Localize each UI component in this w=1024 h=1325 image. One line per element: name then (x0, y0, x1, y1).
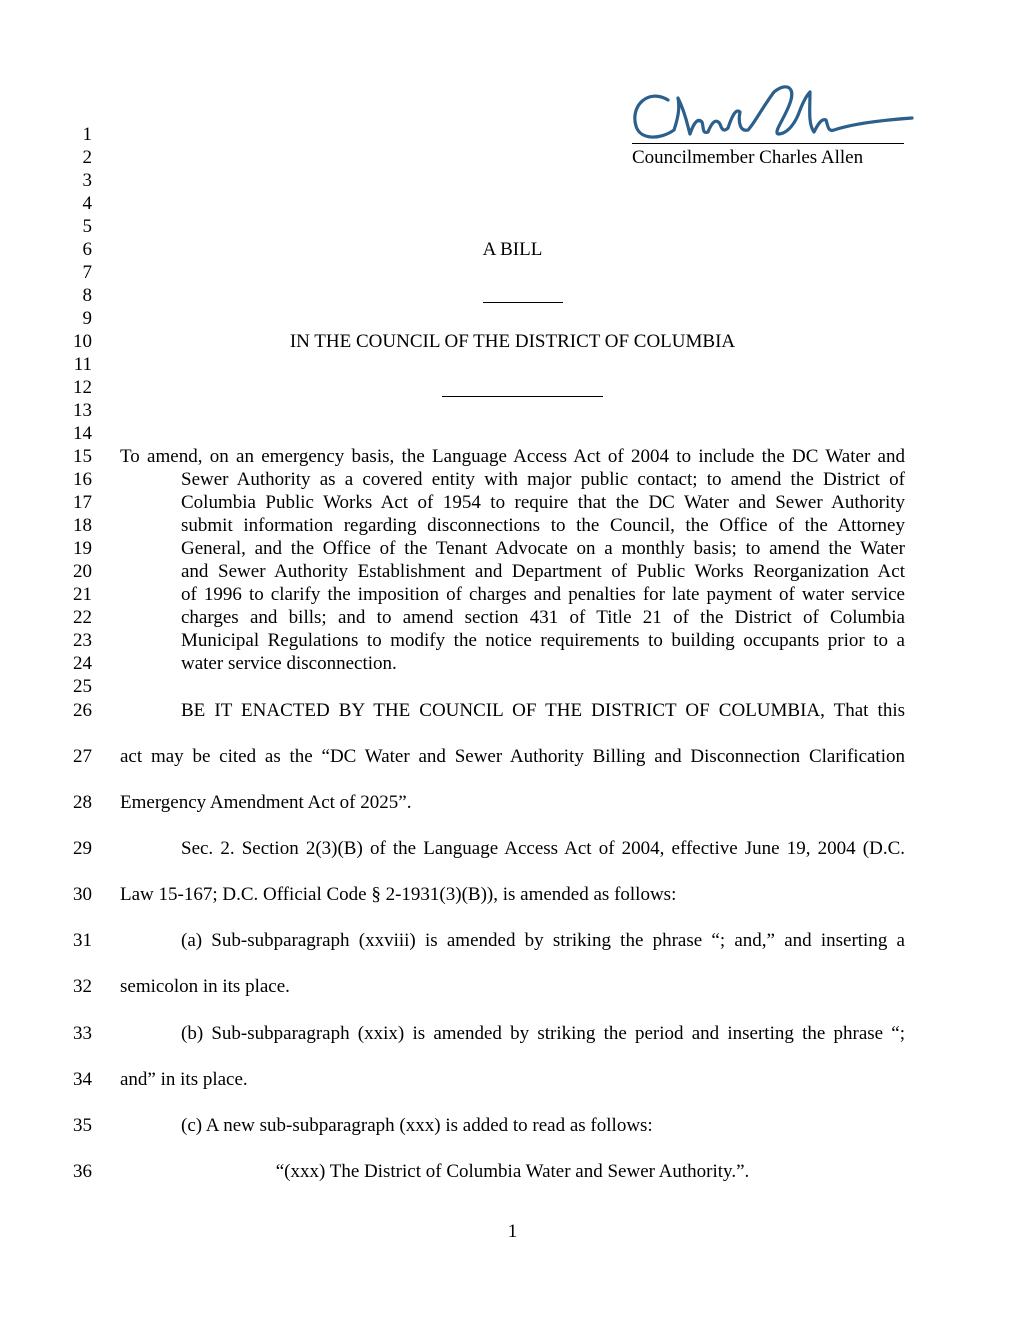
title-line: submit information regarding disconnections to the Council, the Office of the Attorney (181, 515, 905, 536)
title-line: water service disconnection. (181, 653, 397, 674)
body-line: BE IT ENACTED BY THE COUNCIL OF THE DISTRICT OF COLUMBIA, That this (181, 700, 905, 721)
title-line: General, and the Office of the Tenant Advocate on a monthly basis; to amend the Water (181, 538, 905, 559)
body-line: Sec. 2. Section 2(3)(B) of the Language Access Act of 2004, effective June 19, 2004 (D.C. (181, 838, 905, 859)
line-number: 19 (73, 538, 92, 559)
signature (628, 78, 918, 146)
line-number: 27 (73, 746, 92, 767)
line-number: 13 (73, 400, 92, 421)
bill-heading: A BILL (482, 239, 543, 260)
line-number: 9 (82, 308, 92, 329)
title-line: and Sewer Authority Establishment and Department of Public Works Reorganization Act (181, 561, 905, 582)
sponsor-name: Councilmember Charles Allen (632, 147, 864, 168)
line-number: 34 (73, 1069, 92, 1090)
body-line: and” in its place. (120, 1069, 248, 1090)
line-number: 31 (73, 930, 92, 951)
line-number: 24 (73, 653, 92, 674)
line-number: 17 (73, 492, 92, 513)
title-line: Sewer Authority as a covered entity with major public contact; to amend the District of (181, 469, 905, 490)
line-number: 28 (73, 792, 92, 813)
line-number: 5 (82, 216, 92, 237)
line-number: 30 (73, 884, 92, 905)
body-line: (a) Sub-subparagraph (xxviii) is amended by striking the phrase “; and,” and inserting a (181, 930, 905, 951)
line-number: 20 (73, 561, 92, 582)
line-number: 21 (73, 584, 92, 605)
page-number: 1 (507, 1221, 518, 1242)
line-number: 33 (73, 1023, 92, 1044)
body-line: semicolon in its place. (120, 976, 290, 997)
bill-number-blank (483, 302, 563, 303)
body-line: (b) Sub-subparagraph (xxix) is amended by striking the period and inserting the phrase “; (181, 1023, 905, 1044)
line-number: 23 (73, 630, 92, 651)
line-number: 18 (73, 515, 92, 536)
line-number: 4 (82, 193, 92, 214)
title-line: of 1996 to clarify the imposition of charges and penalties for late payment of water service (181, 584, 905, 605)
line-number: 36 (73, 1161, 92, 1182)
line-number: 25 (73, 676, 92, 697)
body-line: “(xxx) The District of Columbia Water and Sewer Authority.”. (275, 1161, 750, 1182)
line-number: 22 (73, 607, 92, 628)
body-line: (c) A new sub-subparagraph (xxx) is added to read as follows: (181, 1115, 653, 1136)
title-line: Columbia Public Works Act of 1954 to require that the DC Water and Sewer Authority (181, 492, 905, 513)
body-line: Law 15-167; D.C. Official Code § 2-1931(3)(B)), is amended as follows: (120, 884, 677, 905)
line-number: 1 (82, 124, 92, 145)
line-number: 3 (82, 170, 92, 191)
body-line: Emergency Amendment Act of 2025”. (120, 792, 412, 813)
line-number: 7 (82, 262, 92, 283)
signature-line (632, 143, 904, 144)
line-number: 12 (73, 377, 92, 398)
title-line: Municipal Regulations to modify the notice requirements to building occupants prior to a (181, 630, 905, 651)
line-number: 15 (73, 446, 92, 467)
line-number: 29 (73, 838, 92, 859)
council-heading: IN THE COUNCIL OF THE DISTRICT OF COLUMBIA (289, 331, 736, 352)
line-number: 16 (73, 469, 92, 490)
line-number: 26 (73, 700, 92, 721)
line-number: 6 (82, 239, 92, 260)
line-number: 8 (82, 285, 92, 306)
line-number: 11 (73, 354, 92, 375)
line-number: 35 (73, 1115, 92, 1136)
body-line: act may be cited as the “DC Water and Sewer Authority Billing and Disconnection Clarification (120, 746, 905, 767)
line-number: 10 (73, 331, 92, 352)
line-number: 14 (73, 423, 92, 444)
title-line: To amend, on an emergency basis, the Language Access Act of 2004 to include the DC Water and (120, 446, 905, 467)
line-number: 2 (82, 147, 92, 168)
date-blank (442, 396, 603, 397)
title-line: charges and bills; and to amend section 431 of Title 21 of the District of Columbia (181, 607, 905, 628)
line-number: 32 (73, 976, 92, 997)
